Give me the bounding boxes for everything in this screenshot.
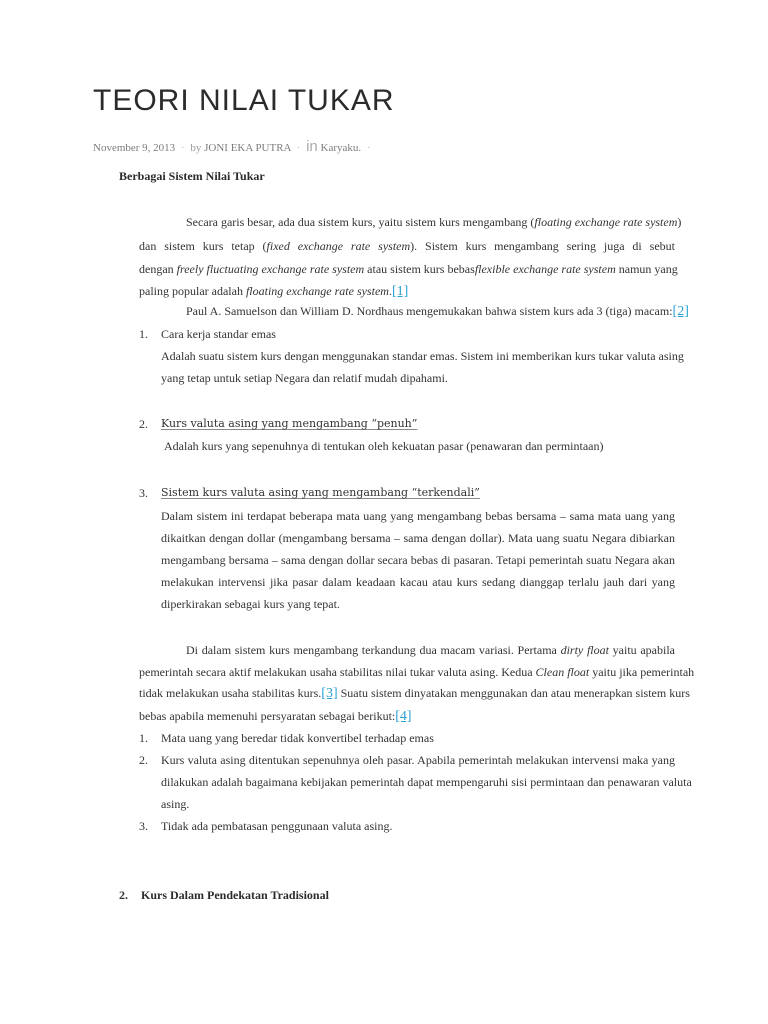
paragraph-line: dengan freely fluctuating exchange rate system atau sistem kurs bebasflexible exchange rate system namun yang — [139, 262, 678, 276]
meta-separator: · — [180, 142, 185, 154]
list-item-text: yang tetap untuk setiap Negara dan relatif mudah dipahami. — [161, 371, 448, 385]
category-link[interactable]: Karyaku. — [320, 142, 362, 154]
list-number: 2. — [139, 417, 148, 431]
list-number: 1. — [139, 731, 148, 745]
paragraph-line: Di dalam sistem kurs mengambang terkandung dua macam variasi. Pertama dirty float yaitu apabila — [186, 643, 675, 657]
section-number: 2. — [119, 888, 128, 902]
list-number: 1. — [139, 327, 148, 341]
paragraph-line: bebas apabila memenuhi persyaratan sebagai berikut:[4] — [139, 709, 412, 724]
footnote-link[interactable]: [3] — [321, 686, 338, 701]
paragraph-line: tidak melakukan usaha stabilitas kurs.[3] Suatu sistem dinyatakan menggunakan dan atau menerapkan sistem kurs — [139, 686, 690, 701]
list-item-text: dilakukan adalah bagaimana kebijakan pemerintah dapat mempengaruhi sisi permintaan dan penawaran valuta — [161, 775, 692, 789]
list-item-text: dikaitkan dengan dollar (mengambang bersama – sama dengan dollar). Mata uang suatu Negara dibiarkan — [161, 531, 675, 545]
list-item-text: melakukan intervensi jika pasar dalam keadaan kacau atau kurs sedang dianggap terlalu jauh dari yang — [161, 575, 675, 589]
list-item-title: Cara kerja standar emas — [161, 327, 276, 341]
list-number: 2. — [139, 753, 148, 767]
paragraph-line: Paul A. Samuelson dan William D. Nordhaus mengemukakan bahwa sistem kurs ada 3 (tiga) macam:[2] — [186, 304, 689, 319]
section-heading: Kurs Dalam Pendekatan Tradisional — [141, 888, 329, 902]
list-item-text: Adalah kurs yang sepenuhnya di tentukan oleh kekuatan pasar (penawaran dan permintaan) — [164, 439, 604, 453]
footnote-link[interactable]: [1] — [391, 284, 409, 299]
list-item-text: Adalah suatu sistem kurs dengan menggunakan standar emas. Sistem ini memberikan kurs tukar valuta asing — [161, 349, 684, 363]
list-number: 3. — [139, 486, 148, 500]
meta-separator: · — [296, 142, 301, 154]
list-item-title: Sistem kurs valuta asing yang mengambang “terkendali” — [161, 486, 480, 499]
post-date-link[interactable]: November 9, 2013 — [93, 142, 176, 154]
list-item-text: Mata uang yang beredar tidak konvertibel terhadap emas — [161, 731, 434, 745]
paragraph-line: dan sistem kurs tetap (fixed exchange rate system). Sistem kurs mengambang sering juga di sebut — [139, 239, 675, 253]
list-item-text: Tidak ada pembatasan penggunaan valuta asing. — [161, 819, 393, 833]
author-link[interactable]: JONI EKA PUTRA — [204, 142, 291, 154]
paragraph-line: Secara garis besar, ada dua sistem kurs, yaitu sistem kurs mengambang (floating exchange rate system) — [186, 215, 682, 229]
meta-separator: · — [366, 142, 371, 154]
list-item-title: Kurs valuta asing yang mengambang “penuh” — [161, 417, 418, 430]
list-item-text: Dalam sistem ini terdapat beberapa mata uang yang mengambang bebas bersama – sama mata uang yang — [161, 509, 675, 523]
paragraph-line: pemerintah secara aktif melakukan usaha stabilitas nilai tukar valuta asing. Kedua Clean float yaitu jika pemerintah — [139, 665, 695, 679]
list-item-text: mengambang bersama – sama dengan dollar secara bebas di pasaran. Tetapi pemerintah suatu Negara akan — [161, 553, 675, 567]
paragraph-line: paling popular adalah floating exchange rate system.[1] — [139, 284, 409, 299]
by-label: by — [190, 142, 202, 154]
list-number: 3. — [139, 819, 148, 833]
section-heading: Berbagai Sistem Nilai Tukar — [119, 169, 265, 183]
list-item-text: diperkirakan sebagai kurs yang tepat. — [161, 597, 340, 611]
post-meta — [93, 138, 374, 155]
list-item-text: asing. — [161, 797, 190, 811]
footnote-link[interactable]: [4] — [395, 709, 412, 724]
footnote-link[interactable]: [2] — [672, 304, 689, 319]
in-label: in — [306, 138, 318, 155]
post-title: TEORI NILAI TUKAR — [93, 84, 395, 117]
list-item-text: Kurs valuta asing ditentukan sepenuhnya oleh pasar. Apabila pemerintah melakukan intervensi maka yang — [161, 753, 675, 767]
